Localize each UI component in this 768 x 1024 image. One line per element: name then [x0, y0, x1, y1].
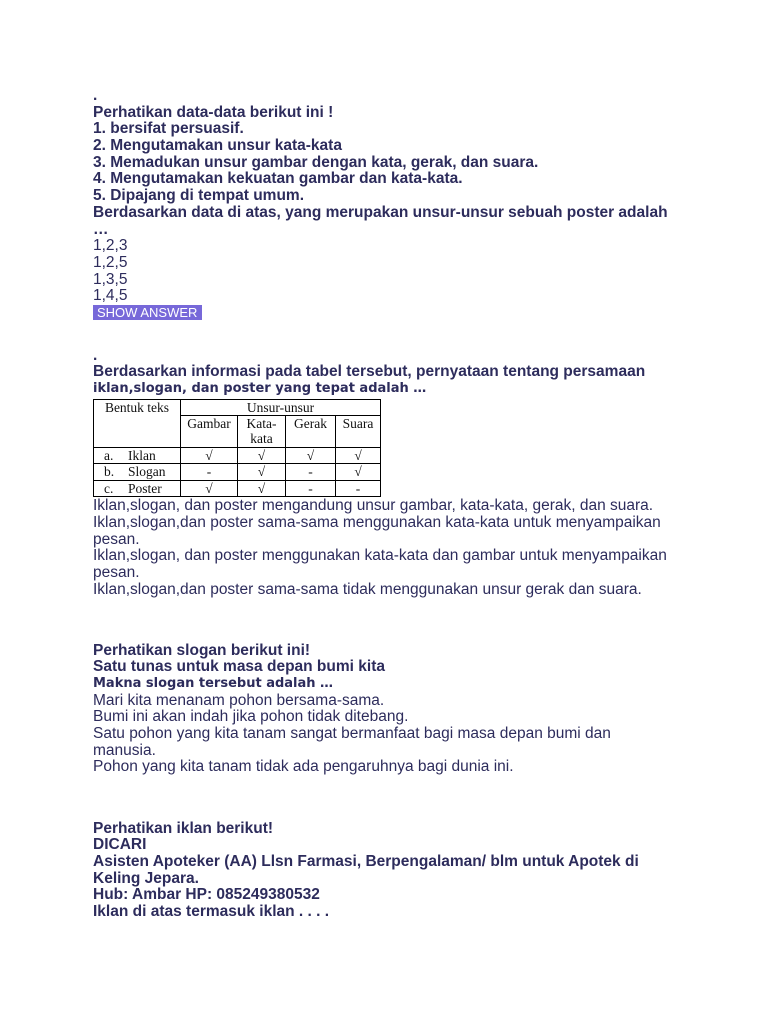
table-cell: - — [286, 464, 336, 481]
row-name: Slogan — [128, 464, 166, 480]
answer-option-line: Iklan,slogan,dan poster sama-sama menggunakan kata-kata untuk menyampaikan — [93, 513, 661, 531]
row-letter: a. — [104, 447, 114, 463]
ad-headline: DICARI — [93, 836, 147, 854]
answer-option-line: Bumi ini akan indah jika pohon tidak ditebang. — [93, 708, 409, 726]
table-cell: √ — [238, 447, 286, 464]
row-name: Iklan — [128, 447, 156, 463]
answer-option: 1,2,3 — [93, 237, 128, 255]
question-intro: Perhatikan data-data berikut ini ! — [93, 103, 334, 121]
table-row — [94, 447, 381, 464]
question-text-continued: iklan,slogan, dan poster yang tepat adalah … — [93, 381, 427, 397]
question-block-1 — [93, 88, 713, 322]
answer-option: 1,2,5 — [93, 253, 128, 271]
question-marker: . — [93, 87, 98, 104]
statement-4: 4. Mengutamakan kekuatan gambar dan kata-kata. — [93, 170, 463, 188]
answer-option-line: pesan. — [93, 530, 140, 548]
row-label — [94, 447, 181, 464]
question-text: Makna slogan tersebut adalah … — [93, 675, 334, 691]
answer-option: 1,3,5 — [93, 270, 128, 288]
answer-option — [93, 498, 713, 515]
answer-option-line: Iklan,slogan, dan poster mengandung unsur gambar, kata-kata, gerak, dan suara. — [93, 497, 654, 515]
subheader-label: Suara — [342, 415, 374, 431]
subheader-suara — [336, 415, 381, 447]
question-text: Iklan di atas termasuk iklan . . . . — [93, 903, 330, 921]
row-letter: b. — [104, 464, 115, 480]
show-answer-row — [93, 305, 713, 322]
question-block-4 — [93, 821, 713, 921]
table-cell: - — [181, 464, 238, 481]
table-cell: - — [286, 480, 336, 497]
statement-3: 3. Memadukan unsur gambar dengan kata, gerak, dan suara. — [93, 153, 539, 171]
answer-option — [93, 709, 713, 726]
question-block-2 — [93, 348, 713, 599]
table-cell: √ — [286, 447, 336, 464]
table-cell: √ — [181, 480, 238, 497]
ad-body-line: Asisten Apoteker (AA) Llsn Farmasi, Berpengalaman/ blm untuk Apotek di — [93, 852, 639, 870]
row-letter: c. — [104, 480, 114, 496]
table-header-row — [94, 399, 381, 415]
answer-option-line: Satu pohon yang kita tanam sangat bermanfaat bagi masa depan bumi dan — [93, 725, 611, 743]
question-text: Berdasarkan data di atas, yang merupakan unsur-unsur sebuah poster adalah — [93, 203, 668, 221]
answer-option — [93, 759, 713, 776]
question-text: Berdasarkan informasi pada tabel tersebut, pernyataan tentang persamaan — [93, 363, 646, 381]
table-cell: - — [336, 480, 381, 497]
header-elements: Unsur-unsur — [181, 399, 381, 415]
answer-option-line: Mari kita menanam pohon bersama-sama. — [93, 691, 385, 709]
answer-option: 1,4,5 — [93, 287, 128, 305]
row-label — [94, 480, 181, 497]
ad-contact: Hub: Ambar HP: 085249380532 — [93, 886, 320, 904]
row-name: Poster — [128, 480, 162, 496]
answer-option — [93, 582, 713, 599]
table-cell: √ — [336, 464, 381, 481]
subheader-label: Gambar — [187, 415, 231, 431]
answer-option — [93, 515, 713, 548]
answer-option-line: Iklan,slogan,dan poster sama-sama tidak menggunakan unsur gerak dan suara. — [93, 580, 642, 598]
subheader-gambar — [181, 415, 238, 447]
answer-option — [93, 548, 713, 581]
text-elements-table — [93, 399, 381, 498]
statement-1: 1. bersifat persuasif. — [93, 120, 244, 138]
subheader-gerak — [286, 415, 336, 447]
subheader-label: Gerak — [294, 415, 327, 431]
answer-option — [93, 693, 713, 710]
table-cell: √ — [238, 464, 286, 481]
statement-2: 2. Mengutamakan unsur kata-kata — [93, 137, 342, 155]
subheader-label-continued: kata — [250, 430, 273, 446]
subheader-kata-kata — [238, 415, 286, 447]
ad-body-line: Keling Jepara. — [93, 869, 199, 887]
table-cell: √ — [181, 447, 238, 464]
answer-option-line: manusia. — [93, 741, 156, 759]
question-text-continued: … — [93, 220, 109, 238]
header-text-type: Bentuk teks — [94, 399, 181, 447]
question-intro: Perhatikan slogan berikut ini! — [93, 641, 311, 659]
slogan-text: Satu tunas untuk masa depan bumi kita — [93, 658, 385, 676]
table-row — [94, 464, 381, 481]
row-label — [94, 464, 181, 481]
answer-option-line: pesan. — [93, 564, 140, 581]
subheader-label: Kata- — [246, 415, 277, 431]
show-answer-button[interactable]: SHOW ANSWER — [93, 305, 202, 320]
question-block-3 — [93, 643, 713, 777]
question-intro: Perhatikan iklan berikut! — [93, 819, 274, 837]
answer-option-line: Iklan,slogan, dan poster menggunakan kata-kata dan gambar untuk menyampaikan — [93, 547, 667, 565]
table-cell: √ — [238, 480, 286, 497]
table-cell: √ — [336, 447, 381, 464]
answer-option — [93, 726, 713, 759]
table-row — [94, 480, 381, 497]
question-marker: . — [93, 346, 98, 364]
statement-5: 5. Dipajang di tempat umum. — [93, 187, 304, 205]
answer-option-line: Pohon yang kita tanam tidak ada pengaruhnya bagi dunia ini. — [93, 758, 514, 776]
